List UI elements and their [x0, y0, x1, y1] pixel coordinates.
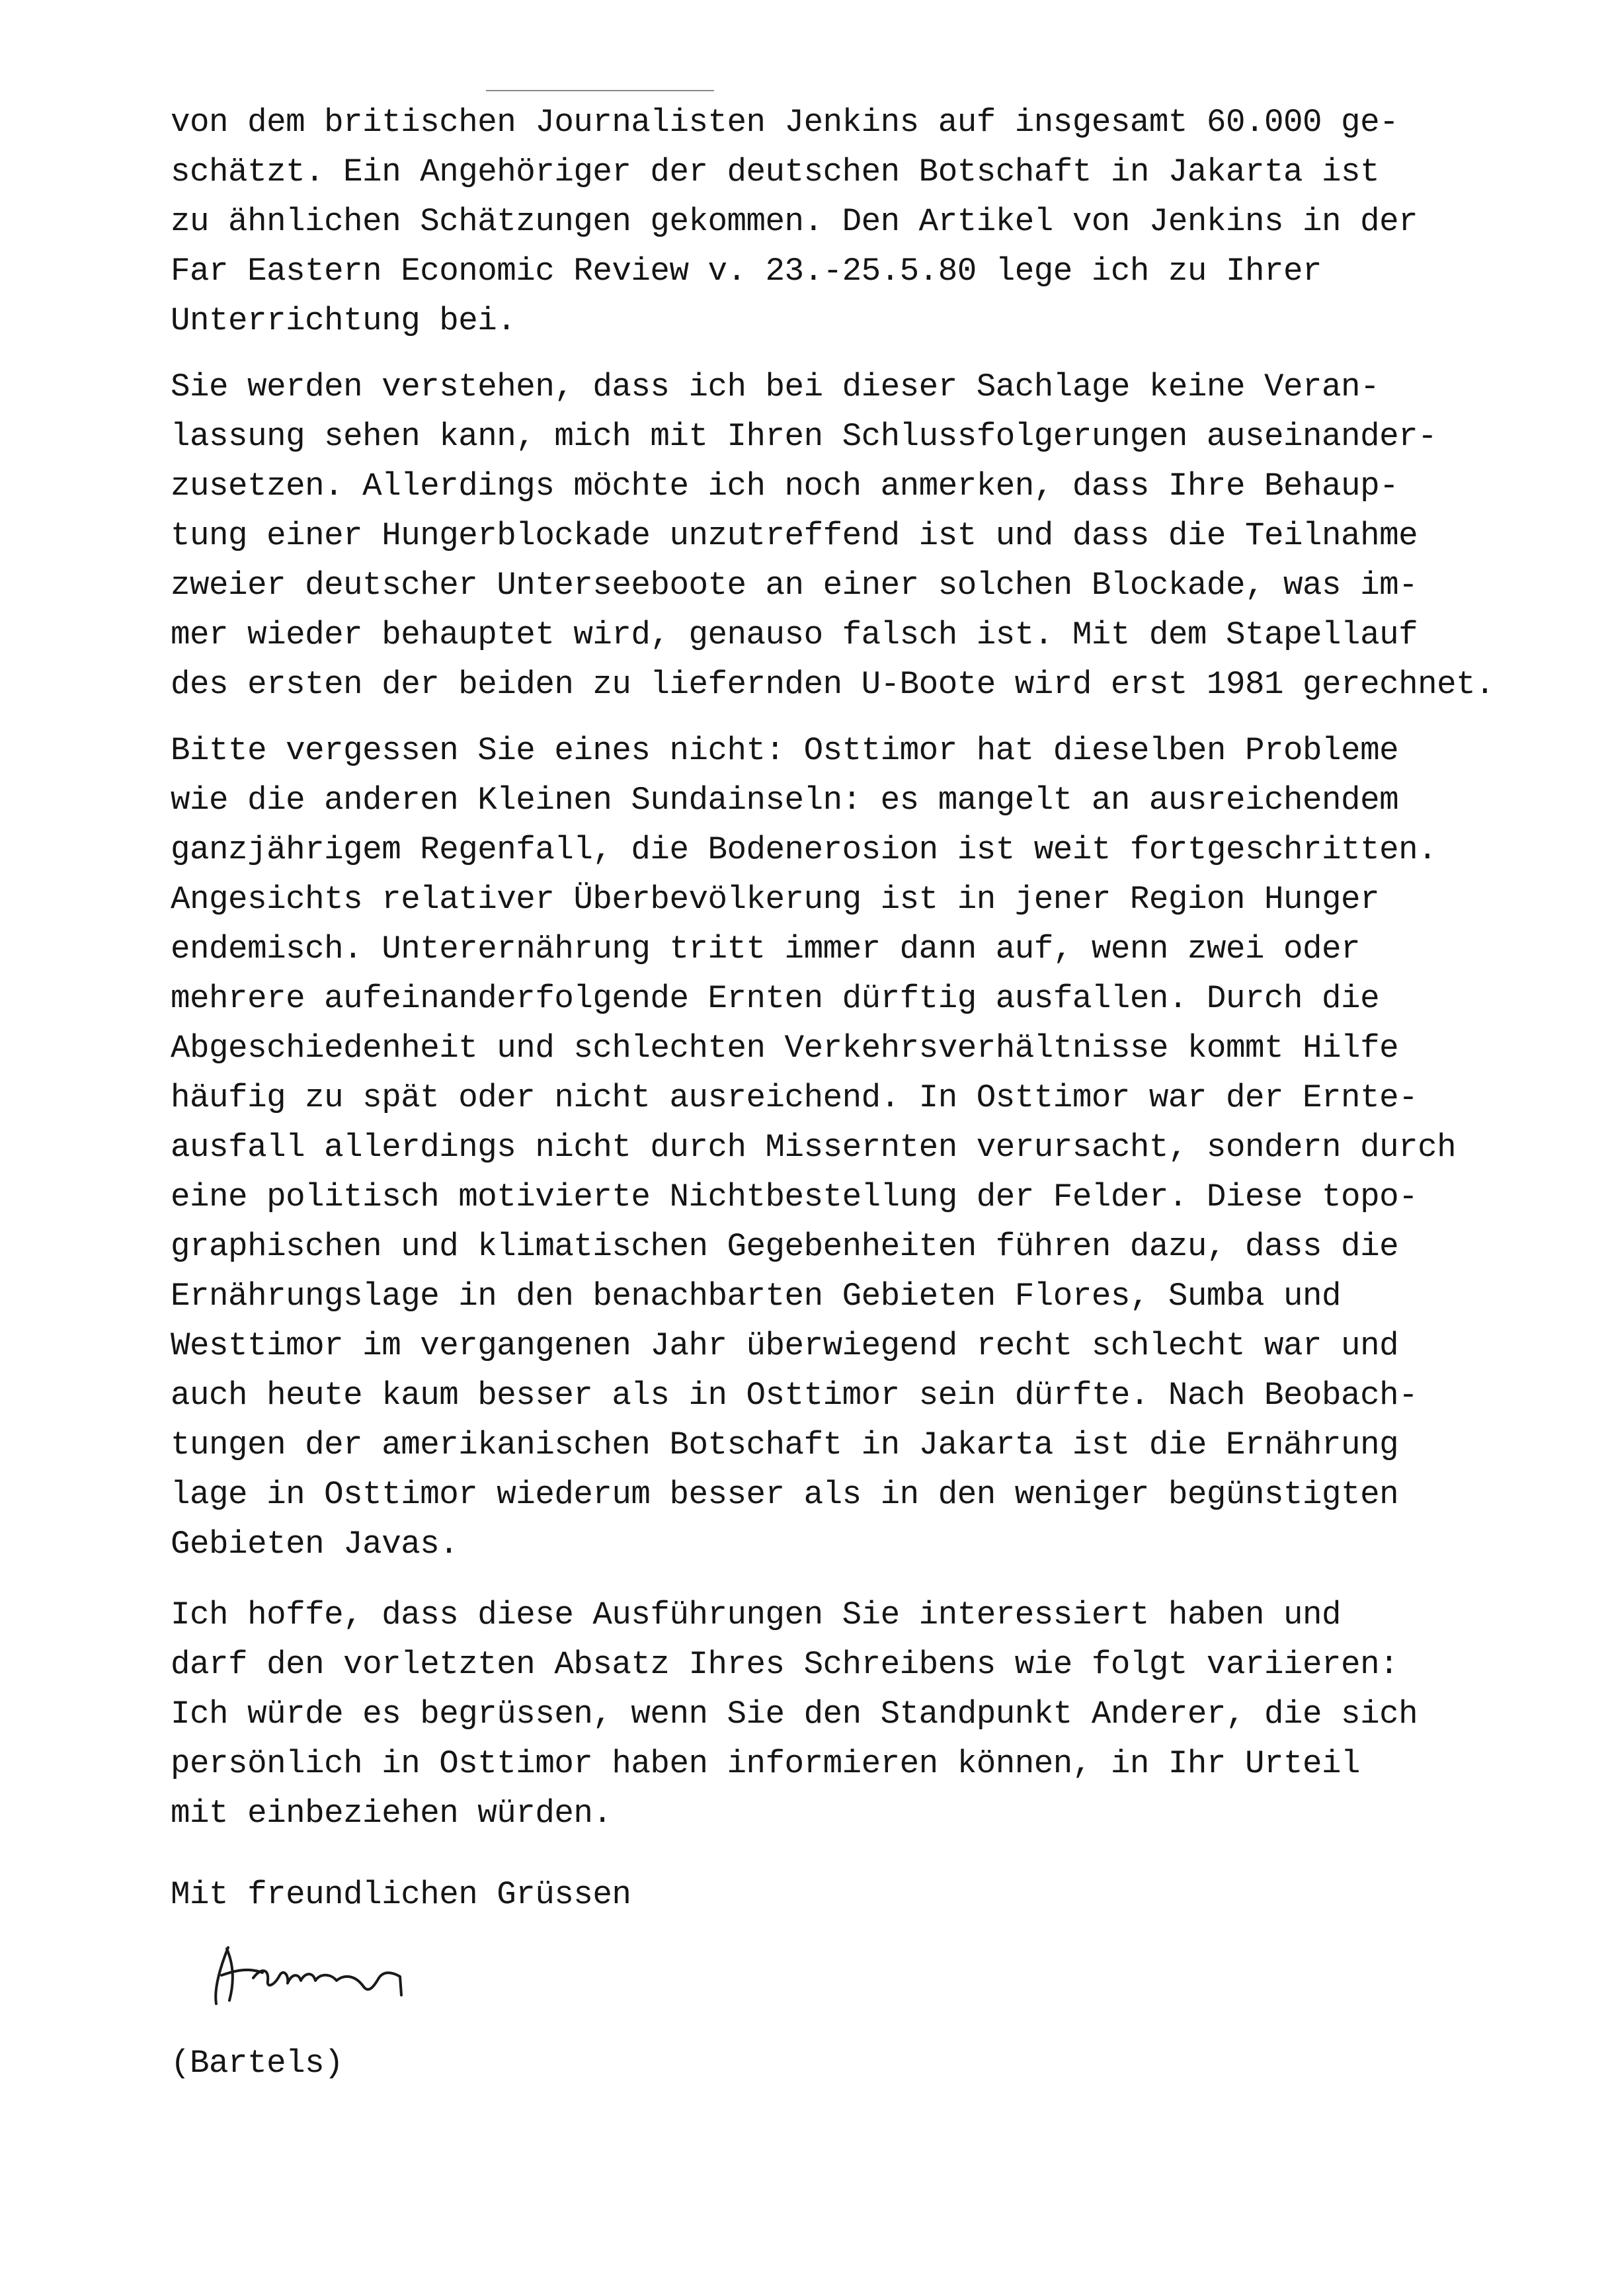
text-line: Sie werden verstehen, dass ich bei dieser Sachlage keine Veran- [171, 368, 1380, 405]
text-line: zweier deutscher Unterseeboote an einer solchen Blockade, was im- [171, 567, 1418, 604]
text-line: lassung sehen kann, mich mit Ihren Schlussfolgerungen auseinander- [171, 418, 1437, 455]
text-line: von dem britischen Journalisten Jenkins auf insgesamt 60.000 ge- [171, 104, 1399, 141]
text-line: lage in Osttimor wiederum besser als in den weniger begünstigten [171, 1476, 1399, 1513]
text-line: mehrere aufeinanderfolgende Ernten dürftig ausfallen. Durch die [171, 980, 1380, 1017]
text-line: Ernährungslage in den benachbarten Gebieten Flores, Sumba und [171, 1278, 1342, 1315]
text-line: Bitte vergessen Sie eines nicht: Osttimor hat dieselben Probleme [171, 732, 1399, 769]
text-line: Angesichts relativer Überbevölkerung ist in jener Region Hunger [171, 881, 1380, 918]
text-line: zu ähnlichen Schätzungen gekommen. Den Artikel von Jenkins in der [171, 203, 1418, 240]
handwritten-signature [202, 1934, 440, 2014]
paragraph-2 [171, 362, 1494, 710]
text-line: eine politisch motivierte Nichtbestellung der Felder. Diese topo- [171, 1178, 1418, 1215]
text-line: endemisch. Unterernährung tritt immer dann auf, wenn zwei oder [171, 930, 1361, 967]
text-line: häufig zu spät oder nicht ausreichend. In Osttimor war der Ernte- [171, 1079, 1418, 1116]
text-line: tungen der amerikanischen Botschaft in Jakarta ist die Ernährung [171, 1426, 1399, 1463]
text-line: Ich würde es begrüssen, wenn Sie den Standpunkt Anderer, die sich [171, 1696, 1418, 1733]
text-line: Gebieten Javas. [171, 1526, 459, 1563]
text-line: Abgeschiedenheit und schlechten Verkehrsverhältnisse kommt Hilfe [171, 1030, 1399, 1067]
text-line: mer wieder behauptet wird, genauso falsch ist. Mit dem Stapellauf [171, 616, 1418, 653]
text-line: auch heute kaum besser als in Osttimor sein dürfte. Nach Beobach- [171, 1377, 1418, 1414]
text-line: Unterrichtung bei. [171, 302, 516, 339]
text-line: Westtimor im vergangenen Jahr überwiegend recht schlecht war und [171, 1327, 1399, 1364]
text-line: schätzt. Ein Angehöriger der deutschen Botschaft in Jakarta ist [171, 153, 1380, 190]
text-line: Far Eastern Economic Review v. 23.-25.5.80 lege ich zu Ihrer [171, 253, 1322, 290]
paragraph-3 [171, 726, 1456, 1569]
sender-name: (Bartels) [171, 2045, 344, 2082]
closing-text: Mit freundlichen Grüssen [171, 1876, 631, 1913]
text-line: des ersten der beiden zu liefernden U-Boote wird erst 1981 gerechnet. [171, 666, 1495, 703]
text-line: wie die anderen Kleinen Sundainseln: es mangelt an ausreichendem [171, 782, 1399, 819]
text-line: darf den vorletzten Absatz Ihres Schreibens wie folgt variieren: [171, 1646, 1399, 1683]
paragraph-1 [171, 98, 1418, 346]
text-line: persönlich in Osttimor haben informieren können, in Ihr Urteil [171, 1745, 1361, 1782]
text-line: tung einer Hungerblockade unzutreffend ist und dass die Teilnahme [171, 517, 1418, 554]
sender-block [171, 2039, 343, 2088]
text-line: zusetzen. Allerdings möchte ich noch anmerken, dass Ihre Behaup- [171, 468, 1399, 505]
text-line: ganzjährigem Regenfall, die Bodenerosion ist weit fortgeschritten. [171, 831, 1437, 868]
paragraph-4 [171, 1590, 1418, 1838]
text-line: mit einbeziehen würden. [171, 1795, 612, 1832]
top-divider [486, 90, 714, 91]
text-line: graphischen und klimatischen Gegebenheiten führen dazu, dass die [171, 1228, 1399, 1265]
text-line: ausfall allerdings nicht durch Missernten verursacht, sondern durch [171, 1129, 1457, 1166]
closing-block [171, 1870, 631, 1920]
text-line: Ich hoffe, dass diese Ausführungen Sie interessiert haben und [171, 1596, 1342, 1633]
